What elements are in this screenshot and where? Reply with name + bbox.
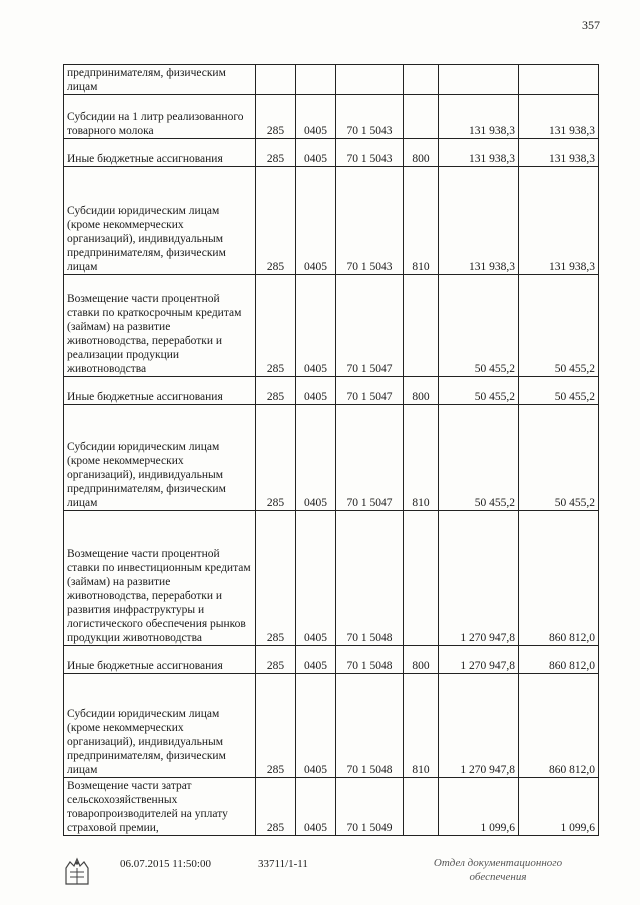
- target-article-code-cell: 70 1 5048: [336, 511, 404, 646]
- expense-type-code-cell: 800: [404, 646, 439, 674]
- amount-year-1-cell: 50 455,2: [439, 377, 519, 405]
- ministry-code-cell: 285: [256, 511, 296, 646]
- table-row: [64, 511, 599, 646]
- expense-type-code-cell: 810: [404, 167, 439, 275]
- target-article-code-cell: 70 1 5043: [336, 167, 404, 275]
- coat-of-arms-icon: [60, 854, 94, 888]
- table-row: [64, 646, 599, 674]
- amount-year-2-cell: [519, 65, 599, 95]
- table-row: [64, 674, 599, 778]
- ministry-code-cell: 285: [256, 405, 296, 511]
- ministry-code-cell: 285: [256, 139, 296, 167]
- item-name-cell: Возмещение части затрат сельскохозяйственных товаропроизводителей на уплату страховой премии,: [64, 778, 256, 836]
- ministry-code-cell: 285: [256, 275, 296, 377]
- item-name-cell: Субсидии юридическим лицам (кроме некоммерческих организаций), индивидуальным предпринимателям, физическим лицам: [64, 167, 256, 275]
- amount-year-1-cell: 131 938,3: [439, 167, 519, 275]
- ministry-code-cell: 285: [256, 778, 296, 836]
- target-article-code-cell: [336, 65, 404, 95]
- target-article-code-cell: 70 1 5049: [336, 778, 404, 836]
- stamp-line-1: Отдел документационного: [433, 857, 563, 869]
- table-row: [64, 778, 599, 836]
- target-article-code-cell: 70 1 5048: [336, 646, 404, 674]
- amount-year-1-cell: 1 270 947,8: [439, 646, 519, 674]
- section-code-cell: [296, 65, 336, 95]
- target-article-code-cell: 70 1 5047: [336, 405, 404, 511]
- department-stamp: [418, 856, 578, 884]
- expense-type-code-cell: [404, 778, 439, 836]
- amount-year-1-cell: 131 938,3: [439, 95, 519, 139]
- amount-year-2-cell: 860 812,0: [519, 674, 599, 778]
- section-code-cell: 0405: [296, 405, 336, 511]
- ministry-code-cell: 285: [256, 95, 296, 139]
- expense-type-code-cell: [404, 511, 439, 646]
- section-code-cell: 0405: [296, 167, 336, 275]
- section-code-cell: 0405: [296, 275, 336, 377]
- table-row: [64, 167, 599, 275]
- item-name-cell: Возмещение части процентной ставки по инвестиционным кредитам (займам) на развитие животноводства, переработки и развития инфраструктуры и логистического обеспечения рынков продукции животноводства: [64, 511, 256, 646]
- table-row: [64, 405, 599, 511]
- table-row: [64, 377, 599, 405]
- page-number: 357: [582, 18, 600, 32]
- expense-type-code-cell: [404, 95, 439, 139]
- table-row: [64, 139, 599, 167]
- amount-year-2-cell: 131 938,3: [519, 95, 599, 139]
- section-code-cell: 0405: [296, 778, 336, 836]
- expense-type-code-cell: 810: [404, 674, 439, 778]
- amount-year-2-cell: 50 455,2: [519, 405, 599, 511]
- amount-year-2-cell: 50 455,2: [519, 377, 599, 405]
- expense-type-code-cell: [404, 65, 439, 95]
- expense-type-code-cell: [404, 275, 439, 377]
- item-name-cell: Субсидии юридическим лицам (кроме некоммерческих организаций), индивидуальным предпринимателям, физическим лицам: [64, 674, 256, 778]
- item-name-cell: предпринимателям, физическим лицам: [64, 65, 256, 95]
- ministry-code-cell: 285: [256, 646, 296, 674]
- amount-year-1-cell: 1 270 947,8: [439, 511, 519, 646]
- section-code-cell: 0405: [296, 95, 336, 139]
- expense-type-code-cell: 800: [404, 377, 439, 405]
- ministry-code-cell: 285: [256, 167, 296, 275]
- section-code-cell: 0405: [296, 674, 336, 778]
- table-row: [64, 65, 599, 95]
- section-code-cell: 0405: [296, 139, 336, 167]
- amount-year-2-cell: 50 455,2: [519, 275, 599, 377]
- item-name-cell: Иные бюджетные ассигнования: [64, 377, 256, 405]
- amount-year-1-cell: 50 455,2: [439, 405, 519, 511]
- target-article-code-cell: 70 1 5047: [336, 275, 404, 377]
- item-name-cell: Субсидии на 1 литр реализованного товарного молока: [64, 95, 256, 139]
- item-name-cell: Субсидии юридическим лицам (кроме некоммерческих организаций), индивидуальным предпринимателям, физическим лицам: [64, 405, 256, 511]
- page-footer: [0, 854, 640, 894]
- item-name-cell: Иные бюджетные ассигнования: [64, 646, 256, 674]
- target-article-code-cell: 70 1 5047: [336, 377, 404, 405]
- amount-year-1-cell: 131 938,3: [439, 139, 519, 167]
- table-row: [64, 95, 599, 139]
- amount-year-2-cell: 860 812,0: [519, 646, 599, 674]
- print-timestamp: 06.07.2015 11:50:00: [120, 858, 211, 870]
- expense-type-code-cell: 800: [404, 139, 439, 167]
- amount-year-2-cell: 860 812,0: [519, 511, 599, 646]
- ministry-code-cell: [256, 65, 296, 95]
- amount-year-1-cell: 50 455,2: [439, 275, 519, 377]
- budget-table: [63, 64, 599, 836]
- target-article-code-cell: 70 1 5043: [336, 95, 404, 139]
- target-article-code-cell: 70 1 5048: [336, 674, 404, 778]
- amount-year-1-cell: 1 099,6: [439, 778, 519, 836]
- stamp-line-2: обеспечения: [469, 871, 527, 883]
- section-code-cell: 0405: [296, 646, 336, 674]
- ministry-code-cell: 285: [256, 377, 296, 405]
- expense-type-code-cell: 810: [404, 405, 439, 511]
- amount-year-1-cell: 1 270 947,8: [439, 674, 519, 778]
- amount-year-2-cell: 131 938,3: [519, 139, 599, 167]
- table-row: [64, 275, 599, 377]
- document-number: 33711/1-11: [258, 858, 308, 870]
- amount-year-2-cell: 1 099,6: [519, 778, 599, 836]
- item-name-cell: Возмещение части процентной ставки по краткосрочным кредитам (займам) на развитие животноводства, переработки и реализации продукции животноводства: [64, 275, 256, 377]
- ministry-code-cell: 285: [256, 674, 296, 778]
- target-article-code-cell: 70 1 5043: [336, 139, 404, 167]
- section-code-cell: 0405: [296, 511, 336, 646]
- section-code-cell: 0405: [296, 377, 336, 405]
- amount-year-2-cell: 131 938,3: [519, 167, 599, 275]
- amount-year-1-cell: [439, 65, 519, 95]
- item-name-cell: Иные бюджетные ассигнования: [64, 139, 256, 167]
